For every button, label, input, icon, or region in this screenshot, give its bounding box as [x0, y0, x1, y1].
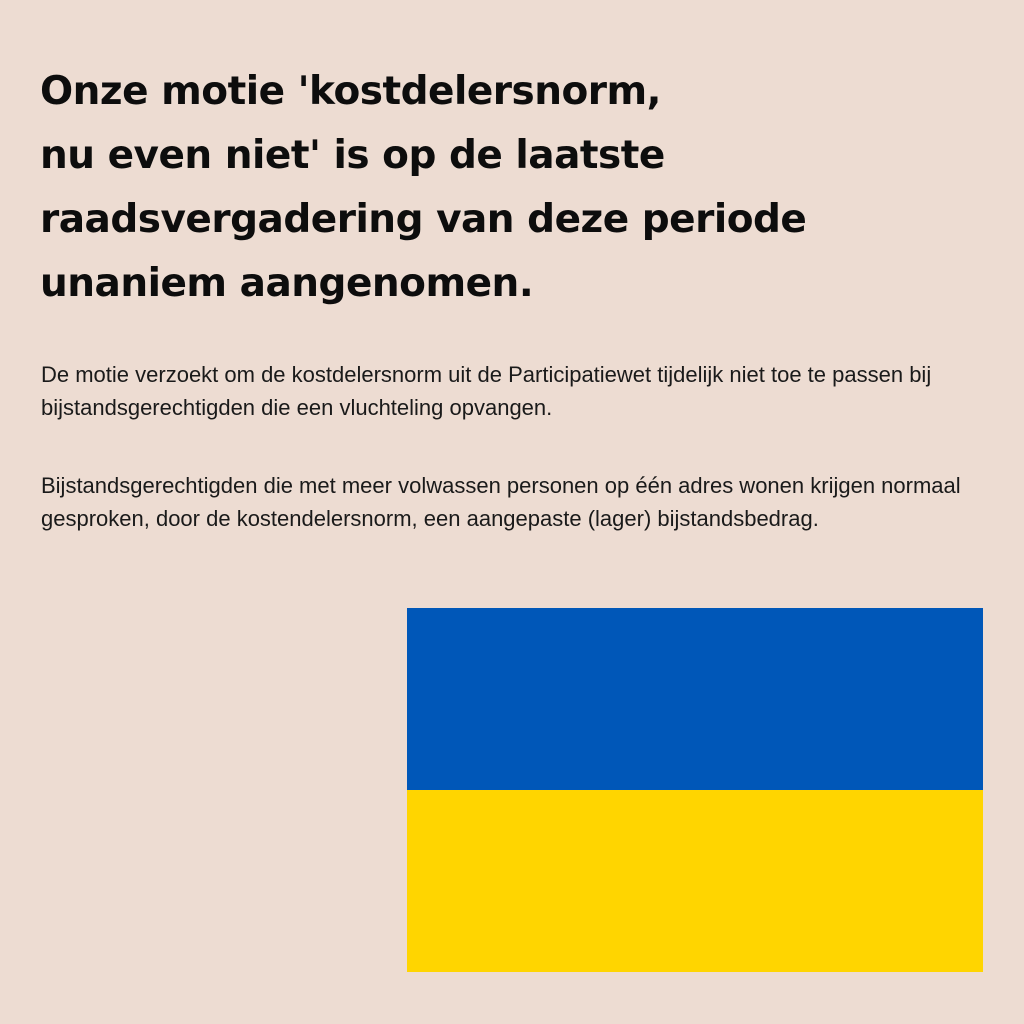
- flag-blue-stripe: [407, 608, 983, 790]
- headline-line-1: Onze motie 'kostdelersnorm,: [40, 69, 661, 114]
- headline: [40, 60, 940, 316]
- cost-sharing-norm-paragraph: Bijstandsgerechtigden die met meer volwassen personen op één adres wonen krijgen normaal gesproken, door de kostendelersnorm, een aangepaste (lager) bijstandsbedrag.: [41, 473, 961, 531]
- ukraine-flag: [407, 608, 983, 972]
- headline-line-3: raadsvergadering van deze periode: [40, 197, 807, 242]
- flag-yellow-stripe: [407, 790, 983, 972]
- headline-line-4: unaniem aangenomen.: [40, 261, 534, 306]
- headline-line-2: nu even niet' is op de laatste: [40, 133, 665, 178]
- motion-description-paragraph: De motie verzoekt om de kostdelersnorm uit de Participatiewet tijdelijk niet toe te passen bij bijstandsgerechtigden die een vluchteling opvangen.: [41, 362, 932, 420]
